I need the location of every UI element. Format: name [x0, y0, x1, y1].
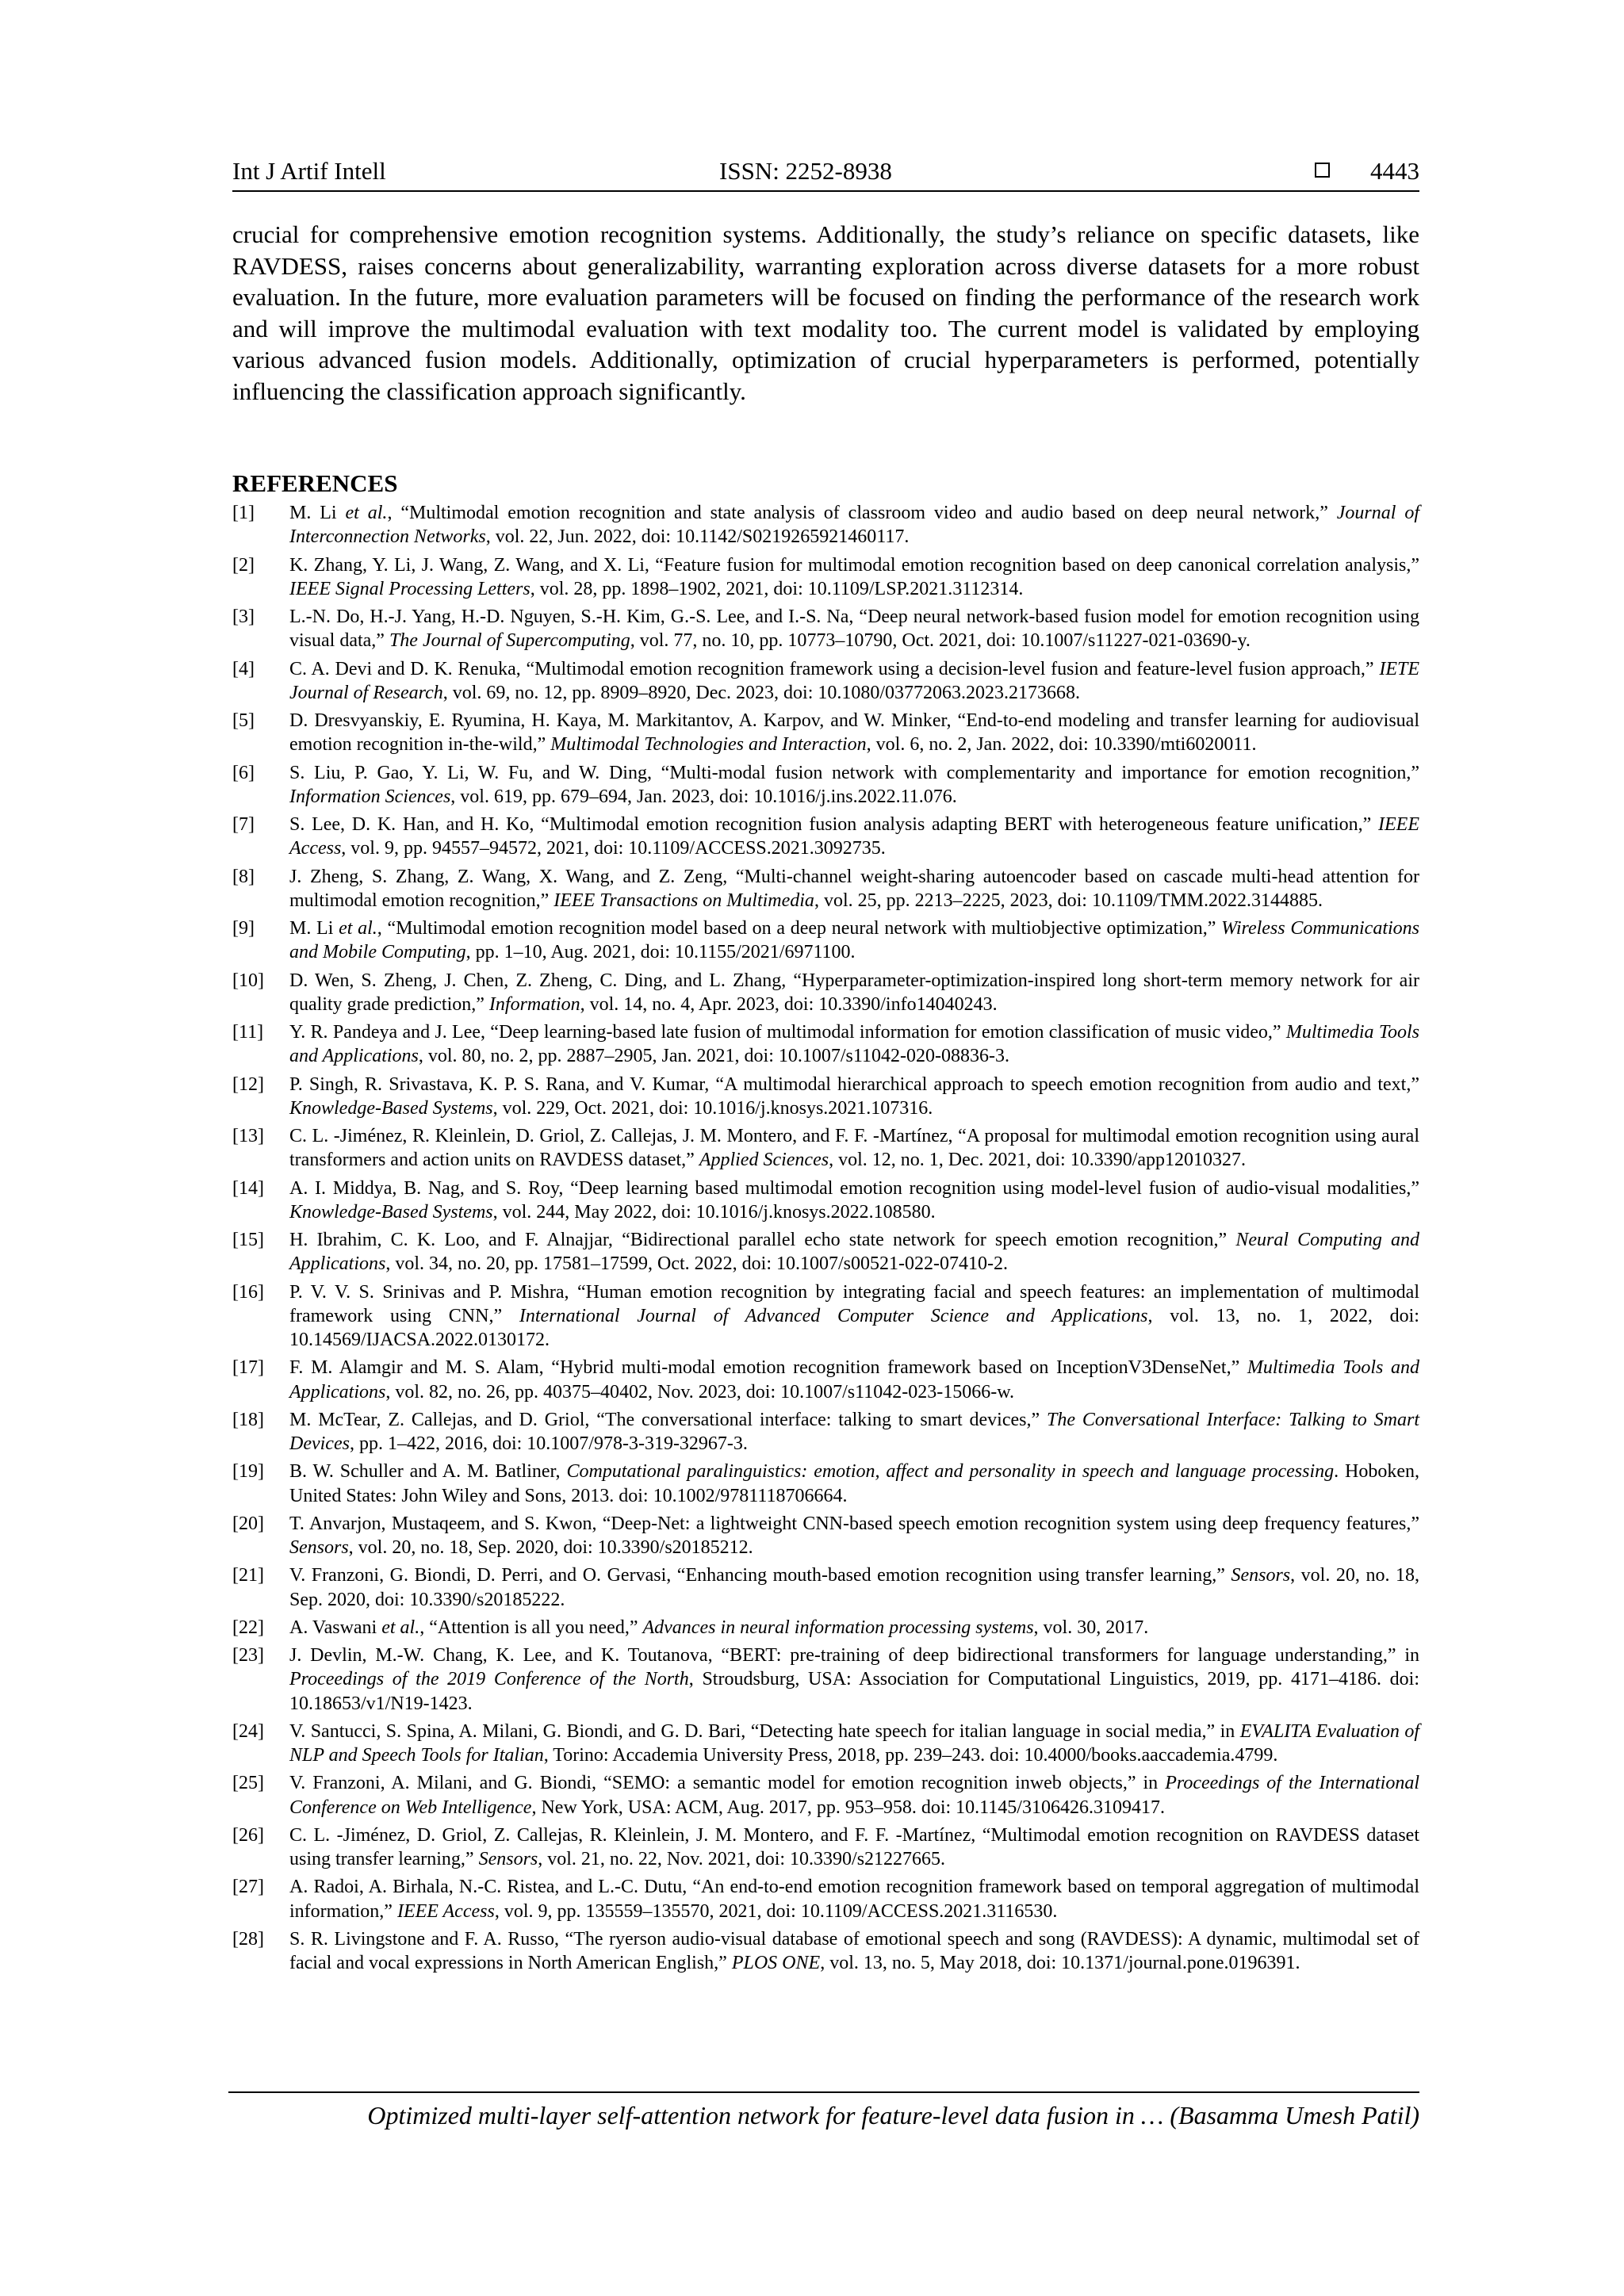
reference-item [232, 1823, 1419, 1872]
reference-italic-text: IEEE Access [396, 1900, 495, 1922]
reference-text: , vol. 12, no. 1, Dec. 2021, doi: 10.3390/app12010327. [829, 1150, 1247, 1171]
reference-italic-text: Proceedings of the International Conference on Web Intelligence [289, 1773, 1420, 1818]
reference-number: [15] [232, 1230, 264, 1250]
reference-number: [8] [232, 866, 255, 887]
reference-item [232, 709, 1419, 757]
reference-text: C. L. -Jiménez, R. Kleinlein, D. Griol, Z. Callejas, J. M. Montero, and F. F. -Martínez, “A proposal for multimodal emotion recognition using aural transformers and action units on RAVDESS dataset,” [289, 1126, 1419, 1171]
reference-text: , pp. 1–422, 2016, doi: 10.1007/978-3-319-32967-3. [349, 1433, 748, 1455]
reference-item [232, 1616, 1419, 1640]
reference-text: , vol. 25, pp. 2213–2225, 2023, doi: 10.1109/TMM.2022.3144885. [814, 890, 1323, 911]
footer-divider [228, 2091, 1419, 2093]
reference-text: S. R. Livingstone and F. A. Russo, “The ryerson audio-visual database of emotional speech and song (RAVDESS): A dynamic, multimodal set of facial and vocal expressions in North American English,” [289, 1928, 1419, 1974]
reference-text: , vol. 80, no. 2, pp. 2887–2905, Jan. 2021, doi: 10.1007/s11042-020-08836-3. [418, 1046, 1009, 1067]
reference-text: A. Vaswani [289, 1617, 382, 1638]
reference-item [232, 1228, 1419, 1276]
reference-text: V. Franzoni, A. Milani, and G. Biondi, “SEMO: a semantic model for emotion recognition inweb objects,” in [289, 1773, 1166, 1794]
reference-italic-text: Sensors [289, 1537, 349, 1559]
reference-number: [19] [232, 1461, 264, 1483]
reference-text: , vol. 13, no. 1, 2022, doi: 10.14569/IJACSA.2022.0130172. [289, 1305, 1419, 1351]
reference-text: , vol. 69, no. 12, pp. 8909–8920, Dec. 2023, doi: 10.1080/03772063.2023.2173668. [442, 682, 1081, 703]
reference-italic-text: IEEE Access [289, 814, 1419, 859]
reference-text: , vol. 244, May 2022, doi: 10.1016/j.knosys.2022.108580. [492, 1201, 936, 1223]
reference-item [232, 1020, 1419, 1069]
reference-text: M. McTear, Z. Callejas, and D. Griol, “The conversational interface: talking to smart devices,” [289, 1409, 1047, 1430]
header-divider [232, 190, 1419, 192]
reference-text: S. Lee, D. K. Han, and H. Ko, “Multimodal emotion recognition fusion analysis adapting BERT with heterogeneous feature unification,” [289, 814, 1379, 835]
reference-item [232, 1177, 1419, 1225]
references-heading: REFERENCES [232, 469, 398, 497]
reference-item [232, 1563, 1419, 1612]
reference-italic-text: Neural Computing and Applications [289, 1230, 1420, 1275]
reference-item [232, 969, 1419, 1017]
reference-text: K. Zhang, Y. Li, J. Wang, Z. Wang, and X. Li, “Feature fusion for multimodal emotion recognition based on deep canonical correlation analysis,” [289, 554, 1419, 576]
reference-number: [7] [232, 814, 255, 835]
reference-text: M. Li [289, 918, 339, 939]
reference-number: [1] [232, 503, 255, 523]
square-icon [1315, 163, 1330, 178]
reference-italic-text: Proceedings of the 2019 Conference of the North [289, 1669, 689, 1690]
reference-text: , vol. 13, no. 5, May 2018, doi: 10.1371/journal.pone.0196391. [820, 1953, 1300, 1974]
reference-italic-text: The Conversational Interface: Talking to Smart Devices [289, 1409, 1419, 1455]
reference-italic-text: Knowledge-Based Systems [289, 1201, 493, 1223]
reference-italic-text: Knowledge-Based Systems [289, 1097, 493, 1119]
reference-item [232, 1124, 1419, 1173]
reference-text: A. Radoi, A. Birhala, N.-C. Ristea, and L.-C. Dutu, “An end-to-end emotion recognition framework based on temporal aggregation of multimodal information,” [289, 1877, 1419, 1922]
reference-text: , vol. 20, no. 18, Sep. 2020, doi: 10.3390/s20185212. [348, 1537, 753, 1559]
reference-text: , vol. 229, Oct. 2021, doi: 10.1016/j.knosys.2021.107316. [492, 1097, 933, 1119]
reference-number: [17] [232, 1357, 264, 1379]
reference-italic-text: IEEE Transactions on Multimedia [553, 890, 814, 911]
reference-italic-text: Journal of Interconnection Networks [289, 503, 1420, 548]
reference-text: , vol. 77, no. 10, pp. 10773–10790, Oct. 2021, doi: 10.1007/s11227-021-03690-y. [630, 630, 1251, 652]
reference-text: M. Li [289, 503, 346, 523]
issn: ISSN: 2252-8938 [719, 157, 892, 185]
reference-item [232, 1644, 1419, 1716]
reference-number: [22] [232, 1617, 264, 1638]
reference-number: [18] [232, 1409, 264, 1430]
page-header [232, 155, 1419, 187]
reference-text: S. Liu, P. Gao, Y. Li, W. Fu, and W. Ding, “Multi-modal fusion network with complementarity and importance for emotion recognition,” [289, 762, 1419, 783]
reference-italic-text: et al. [345, 503, 388, 523]
reference-italic-text: Wireless Communications and Mobile Computing [289, 918, 1419, 963]
reference-number: [21] [232, 1565, 264, 1586]
reference-italic-text: EVALITA Evaluation of NLP and Speech Tools for Italian [289, 1720, 1419, 1766]
reference-text: T. Anvarjon, Mustaqeem, and S. Kwon, “Deep-Net: a lightweight CNN-based speech emotion recognition system using deep frequency features,” [289, 1513, 1419, 1534]
reference-number: [5] [232, 710, 255, 731]
reference-text: , vol. 20, no. 18, Sep. 2020, doi: 10.3390/s20185222. [289, 1565, 1419, 1610]
reference-italic-text: Sensors [1231, 1565, 1291, 1586]
reference-item [232, 553, 1419, 602]
reference-item [232, 1720, 1419, 1768]
reference-text: , “Multimodal emotion recognition and state analysis of classroom video and audio based on deep neural network,” [387, 503, 1337, 523]
reference-number: [26] [232, 1824, 264, 1846]
reference-italic-text: International Journal of Advanced Computer Science and Applications [519, 1305, 1148, 1326]
reference-item [232, 1408, 1419, 1456]
body-paragraph: crucial for comprehensive emotion recognition systems. Additionally, the study’s reliance on specific datasets, like RAVDESS, raises concerns about generalizability, warranting exploration across diverse datasets for a more robust evaluation. In the future, more evaluation parameters will be focused on finding the performance of the research work and will improve the multimodal evaluation with text modality too. The current model is validated by employing various advanced fusion models. Additionally, optimization of crucial hyperparameters is performed, potentially influencing the classification approach significantly. [232, 220, 1419, 405]
reference-text: P. V. V. S. Srinivas and P. Mishra, “Human emotion recognition by integrating facial and speech features: an implementation of multimodal framework using CNN,” [289, 1281, 1419, 1326]
reference-italic-text: PLOS ONE [731, 1953, 821, 1974]
reference-text: , New York, USA: ACM, Aug. 2017, pp. 953–958. doi: 10.1145/3106426.3109417. [531, 1797, 1165, 1818]
reference-item [232, 1771, 1419, 1820]
reference-text: P. Singh, R. Srivastava, K. P. S. Rana, and V. Kumar, “A multimodal hierarchical approach to speech emotion recognition from audio and text,” [289, 1073, 1419, 1095]
reference-text: C. L. -Jiménez, D. Griol, Z. Callejas, R. Kleinlein, J. M. Montero, and F. F. -Martínez, “Multimodal emotion recognition on RAVDESS dataset using transfer learning,” [289, 1824, 1419, 1870]
reference-item [232, 1073, 1419, 1121]
reference-text: , vol. 619, pp. 679–694, Jan. 2023, doi: 10.1016/j.ins.2022.11.076. [450, 786, 957, 807]
reference-text: , vol. 6, no. 2, Jan. 2022, doi: 10.3390/mti6020011. [866, 734, 1257, 756]
reference-text: J. Devlin, M.-W. Chang, K. Lee, and K. Toutanova, “BERT: pre-training of deep bidirectional transformers for language understanding,” in [289, 1645, 1419, 1666]
reference-number: [20] [232, 1513, 264, 1534]
reference-item [232, 1280, 1419, 1353]
reference-italic-text: Information [488, 993, 580, 1015]
reference-italic-text: The Journal of Supercomputing [389, 630, 630, 652]
reference-number: [10] [232, 970, 264, 991]
reference-italic-text: Computational paralinguistics: emotion, affect and personality in speech and language processing [566, 1461, 1335, 1483]
reference-text: D. Wen, S. Zheng, J. Chen, Z. Zheng, C. Ding, and L. Zhang, “Hyperparameter-optimization-inspired long short-term memory network for air quality grade prediction,” [289, 970, 1419, 1015]
reference-italic-text: Multimodal Technologies and Interaction [550, 734, 867, 756]
reference-italic-text: et al. [381, 1617, 420, 1638]
reference-item [232, 657, 1419, 706]
reference-number: [11] [232, 1022, 264, 1043]
reference-number: [6] [232, 762, 255, 783]
reference-text: , vol. 21, no. 22, Nov. 2021, doi: 10.3390/s21227665. [538, 1849, 946, 1870]
reference-text: , “Multimodal emotion recognition model based on a deep neural network with multiobjective optimization,” [377, 918, 1222, 939]
reference-number: [23] [232, 1645, 264, 1666]
reference-italic-text: et al. [339, 918, 377, 939]
reference-italic-text: IEEE Signal Processing Letters [289, 578, 530, 599]
reference-italic-text: Sensors [478, 1849, 538, 1870]
reference-item [232, 1512, 1419, 1560]
reference-item [232, 916, 1419, 965]
reference-text: . Hoboken, United States: John Wiley and Sons, 2013. doi: 10.1002/9781118706664. [289, 1461, 1419, 1506]
reference-text: J. Zheng, S. Zhang, Z. Wang, X. Wang, and Z. Zeng, “Multi-channel weight-sharing autoencoder based on cascade multi-head attention for multimodal emotion recognition,” [289, 866, 1419, 911]
reference-number: [25] [232, 1773, 264, 1794]
reference-italic-text: Applied Sciences [699, 1150, 829, 1171]
reference-italic-text: Information Sciences [289, 786, 451, 807]
reference-italic-text: Multimedia Tools and Applications [289, 1022, 1419, 1067]
reference-number: [14] [232, 1177, 264, 1199]
reference-text: D. Dresvyanskiy, E. Ryumina, H. Kaya, M. Markitantov, A. Karpov, and W. Minker, “End-to-end modeling and transfer learning for audiovisual emotion recognition in-the-wild,” [289, 710, 1419, 756]
reference-item [232, 865, 1419, 913]
reference-number: [12] [232, 1073, 264, 1095]
reference-italic-text: IETE Journal of Research [289, 658, 1419, 703]
reference-item [232, 813, 1419, 861]
reference-text: B. W. Schuller and A. M. Batliner, [289, 1461, 567, 1483]
reference-number: [9] [232, 918, 255, 939]
reference-italic-text: Multimedia Tools and Applications [289, 1357, 1419, 1402]
journal-name: Int J Artif Intell [232, 157, 386, 185]
reference-number: [28] [232, 1928, 264, 1950]
reference-text: , Stroudsburg, USA: Association for Computational Linguistics, 2019, pp. 4171–4186. doi: 10.18653/v1/N19-1423. [289, 1669, 1419, 1714]
reference-text: C. A. Devi and D. K. Renuka, “Multimodal emotion recognition framework using a decision-level fusion and feature-level fusion approach,” [289, 658, 1380, 679]
page-number: 4443 [1370, 157, 1419, 185]
reference-number: [13] [232, 1126, 264, 1146]
reference-text: , vol. 9, pp. 135559–135570, 2021, doi: 10.1109/ACCESS.2021.3116530. [494, 1900, 1058, 1922]
reference-text: , vol. 22, Jun. 2022, doi: 10.1142/S0219265921460117. [485, 526, 910, 548]
reference-number: [27] [232, 1877, 264, 1898]
reference-number: [2] [232, 554, 255, 576]
reference-text: , “Attention is all you need,” [419, 1617, 643, 1638]
reference-text: , vol. 14, no. 4, Apr. 2023, doi: 10.3390/info14040243. [580, 993, 998, 1015]
reference-list [232, 501, 1419, 1979]
reference-text: , vol. 30, 2017. [1033, 1617, 1149, 1638]
reference-text: , pp. 1–10, Aug. 2021, doi: 10.1155/2021/6971100. [465, 942, 856, 963]
reference-item [232, 1460, 1419, 1508]
reference-text: F. M. Alamgir and M. S. Alam, “Hybrid multi-modal emotion recognition framework based on InceptionV3DenseNet,” [289, 1357, 1247, 1379]
reference-number: [3] [232, 607, 255, 627]
reference-number: [4] [232, 658, 255, 679]
reference-text: , vol. 28, pp. 1898–1902, 2021, doi: 10.1109/LSP.2021.3112314. [530, 578, 1024, 599]
reference-text: Y. R. Pandeya and J. Lee, “Deep learning-based late fusion of multimodal information for emotion classification of music video,” [289, 1022, 1286, 1043]
reference-text: L.-N. Do, H.-J. Yang, H.-D. Nguyen, S.-H. Kim, G.-S. Lee, and I.-S. Na, “Deep neural network-based fusion model for emotion recognition using visual data,” [289, 607, 1419, 652]
reference-item [232, 605, 1419, 653]
reference-text: , Torino: Accademia University Press, 2018, pp. 239–243. doi: 10.4000/books.aaccademia.4799. [543, 1745, 1278, 1766]
reference-text: , vol. 82, no. 26, pp. 40375–40402, Nov. 2023, doi: 10.1007/s11042-023-15066-w. [385, 1381, 1014, 1402]
reference-text: V. Santucci, S. Spina, A. Milani, G. Biondi, and G. D. Bari, “Detecting hate speech for italian language in social media,” in [289, 1720, 1240, 1742]
reference-text: V. Franzoni, G. Biondi, D. Perri, and O. Gervasi, “Enhancing mouth-based emotion recognition using transfer learning,” [289, 1565, 1231, 1586]
reference-text: , vol. 34, no. 20, pp. 17581–17599, Oct. 2022, doi: 10.1007/s00521-022-07410-2. [385, 1253, 1008, 1275]
reference-number: [16] [232, 1281, 264, 1303]
reference-text: A. I. Middya, B. Nag, and S. Roy, “Deep learning based multimodal emotion recognition using model-level fusion of audio-visual modalities,” [289, 1177, 1419, 1199]
reference-italic-text: Advances in neural information processing systems [642, 1617, 1034, 1638]
reference-item [232, 1356, 1419, 1404]
reference-text: H. Ibrahim, C. K. Loo, and F. Alnajjar, “Bidirectional parallel echo state network for speech emotion recognition,” [289, 1230, 1236, 1250]
reference-item [232, 501, 1419, 549]
reference-item [232, 761, 1419, 809]
reference-item [232, 1875, 1419, 1923]
reference-item [232, 1927, 1419, 1976]
reference-number: [24] [232, 1720, 264, 1742]
reference-text: , vol. 9, pp. 94557–94572, 2021, doi: 10.1109/ACCESS.2021.3092735. [341, 838, 886, 859]
running-title: Optimized multi-layer self-attention network for feature-level data fusion in … (Basamma Umesh Patil) [367, 2101, 1419, 2130]
